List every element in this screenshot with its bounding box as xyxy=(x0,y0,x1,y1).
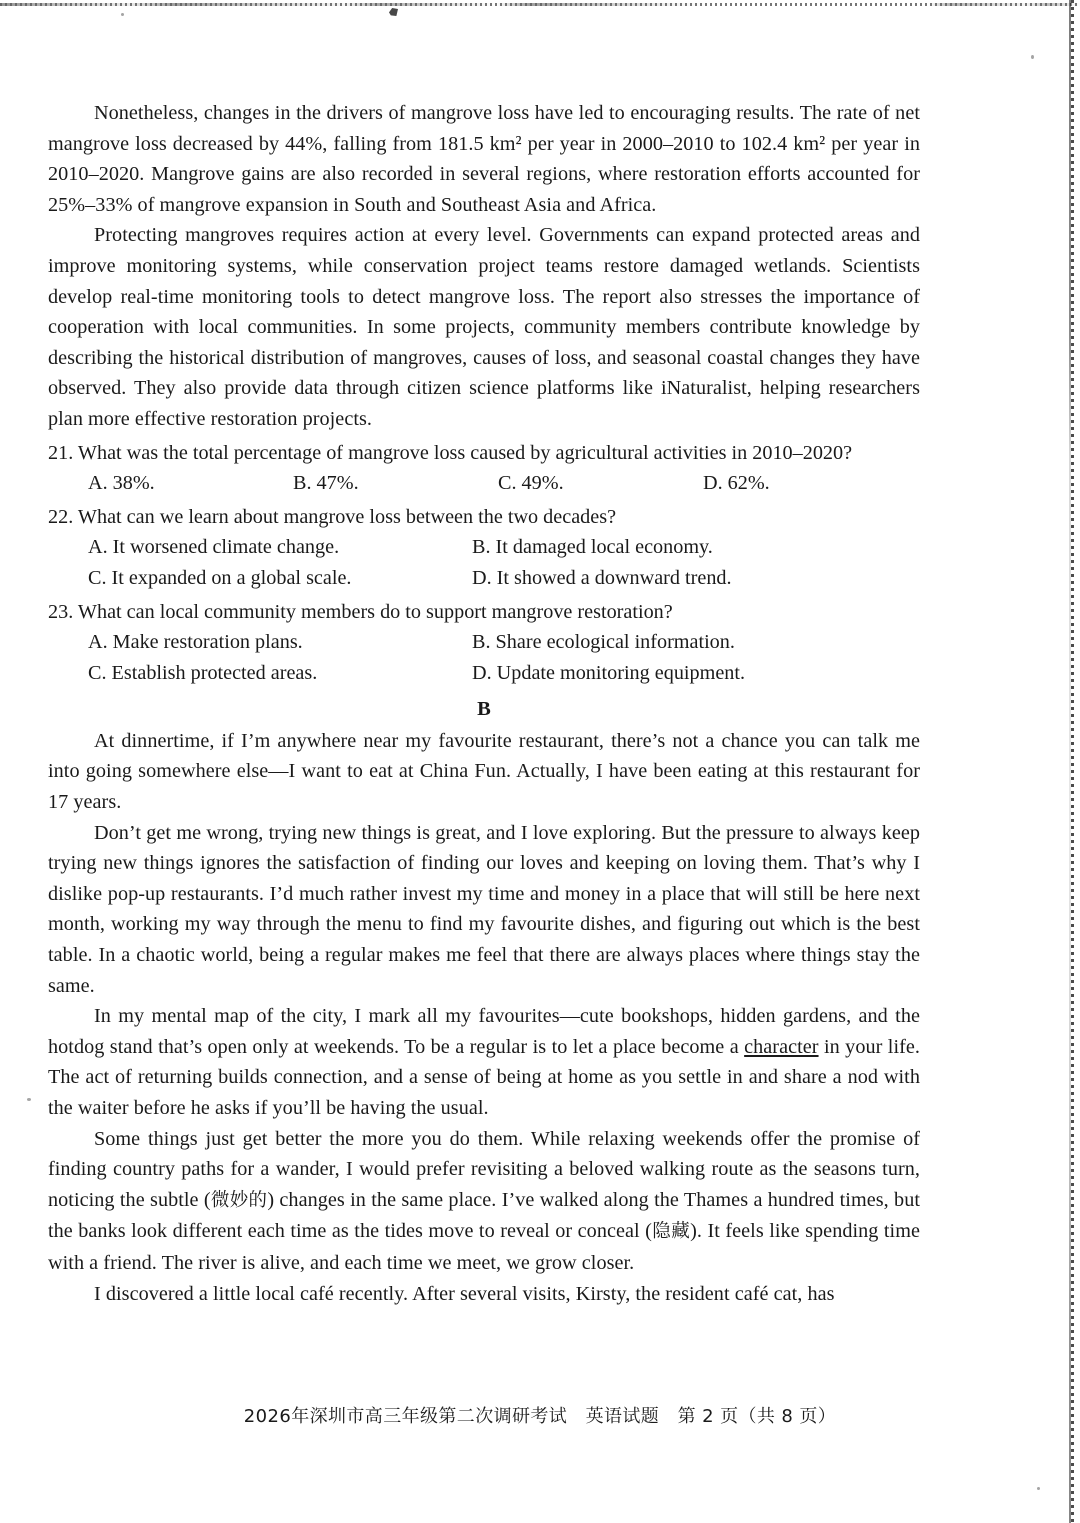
passage-a-paragraph-2: Protecting mangroves requires action at every level. Governments can expand protected areas and improve monitoring systems, while conservation project teams restore damaged wetlands. Scientists develop real-time monitoring tools to detect mangrove loss. The report also stresses the importance of cooperation with local communities. In some projects, community members contribute knowledge by describing the historical distribution of mangroves, causes of loss, and seasonal coastal changes they have observed. They also provide data through citizen science platforms like iNaturalist, helping researchers plan more effective restoration projects. xyxy=(48,224,920,430)
question-23-option-c[interactable]: C. Establish protected areas. xyxy=(88,661,318,684)
page-body xyxy=(48,98,920,1309)
scan-noise-right-edge xyxy=(1071,0,1074,1523)
scan-smudge-mark xyxy=(389,8,398,16)
question-22-option-b[interactable]: B. It damaged local economy. xyxy=(472,536,713,559)
footer-text: 2026年深圳市高三年级第二次调研考试 英语试题 第 2 页（共 8 页） xyxy=(243,1406,837,1427)
question-21-options xyxy=(48,468,920,499)
chinese-gloss-subtle: 微妙的 xyxy=(210,1189,268,1211)
question-22-option-c[interactable]: C. It expanded on a global scale. xyxy=(88,566,352,589)
question-22-option-d[interactable]: D. It showed a downward trend. xyxy=(472,566,732,589)
paragraph-text-before-underline: In my mental map of the city, I mark all my favourites—cute bookshops, hidden gardens, and the hotdog stand that’s open only at weekends. To be a regular is to let a place become a xyxy=(48,1005,920,1058)
passage-b-paragraph-1: At dinnertime, if I’m anywhere near my favourite restaurant, there’s not a chance you can talk me into going somewhere else—I want to eat at China Fun. Actually, I have been eating at this restaurant for 17 years. xyxy=(48,729,920,814)
question-23-option-b[interactable]: B. Share ecological information. xyxy=(472,631,735,654)
paragraph-text-segment-2: ) changes in the same place. I’ve walked along the Thames a hundred times, but the banks look different each time as the tides move to reveal or conceal ( xyxy=(48,1188,920,1243)
underlined-word-character: character xyxy=(744,1035,819,1058)
question-23-option-a[interactable]: A. Make restoration plans. xyxy=(88,631,303,654)
paragraph-text-segment-1: Some things just get better the more you do them. While relaxing weekends offer the promise of finding country paths for a wander, I would prefer revisiting a beloved walking route as the seasons turn, noticing the subtle ( xyxy=(48,1127,920,1211)
question-22-stem: 22. What can we learn about mangrove loss between the two decades? xyxy=(48,505,617,528)
question-23-stem: 23. What can local community members do to support mangrove restoration? xyxy=(48,600,673,623)
chinese-gloss-conceal: 隐藏 xyxy=(651,1221,691,1243)
question-21-option-b[interactable]: B. 47%. xyxy=(293,472,359,495)
question-21-option-a[interactable]: A. 38%. xyxy=(88,472,155,495)
question-22-options-row-1 xyxy=(48,532,920,563)
passage-b-paragraph-4 xyxy=(48,1124,920,1279)
question-22-option-a[interactable]: A. It worsened climate change. xyxy=(88,536,340,559)
scan-speck xyxy=(1037,1487,1040,1490)
scan-speck xyxy=(27,1098,31,1101)
scan-noise-top-edge xyxy=(0,3,1080,6)
page-footer xyxy=(0,1404,1080,1430)
question-23-options-row-2 xyxy=(48,658,920,689)
question-22-options-row-2 xyxy=(48,563,920,594)
passage-b-paragraph-5: I discovered a little local café recently. After several visits, Kirsty, the resident café cat, has xyxy=(94,1282,835,1305)
scan-shadow-right-edge xyxy=(1069,0,1071,1523)
section-heading-b: B xyxy=(477,698,491,721)
question-21-stem: 21. What was the total percentage of mangrove loss caused by agricultural activities in 2010–2020? xyxy=(48,441,853,464)
question-21 xyxy=(48,438,920,499)
question-23 xyxy=(48,597,920,689)
question-21-option-d[interactable]: D. 62%. xyxy=(703,472,770,495)
question-23-option-d[interactable]: D. Update monitoring equipment. xyxy=(472,661,746,684)
scan-speck xyxy=(1031,55,1034,59)
scan-speck xyxy=(121,13,124,16)
passage-b-paragraph-2: Don’t get me wrong, trying new things is great, and I love exploring. But the pressure to always keep trying new things ignores the satisfaction of finding our loves and keeping on loving them. That’s why I dislike pop-up restaurants. I’d much rather invest my time and money in a place that will still be here next month, working my way through the menu to find my favourite dishes, and figuring out which is the best table. In a chaotic world, being a regular makes me feel that there are always places where things stay the same. xyxy=(48,821,920,997)
question-21-option-c[interactable]: C. 49%. xyxy=(498,472,564,495)
question-23-options-row-1 xyxy=(48,627,920,658)
paragraph-text-after-underline: in your life. The act of returning builds connection, and a sense of being at home as you settle in and share a nod with the waiter before he asks if you’ll be having the usual. xyxy=(48,1035,921,1119)
passage-b-paragraph-3 xyxy=(48,1001,920,1123)
passage-a-paragraph-1: Nonetheless, changes in the drivers of mangrove loss have led to encouraging results. The rate of net mangrove loss decreased by 44%, falling from 181.5 km² per year in 2000–2010 to 102.4 km² per year in 2010–2020. Mangrove gains are also recorded in several regions, where restoration efforts accounted for 25%–33% of mangrove expansion in South and Southeast Asia and Africa. xyxy=(48,102,920,216)
paragraph-text-segment-3: ). It feels like spending time with a friend. The river is alive, and each time we meet, we grow closer. xyxy=(48,1220,920,1274)
question-22 xyxy=(48,502,920,594)
